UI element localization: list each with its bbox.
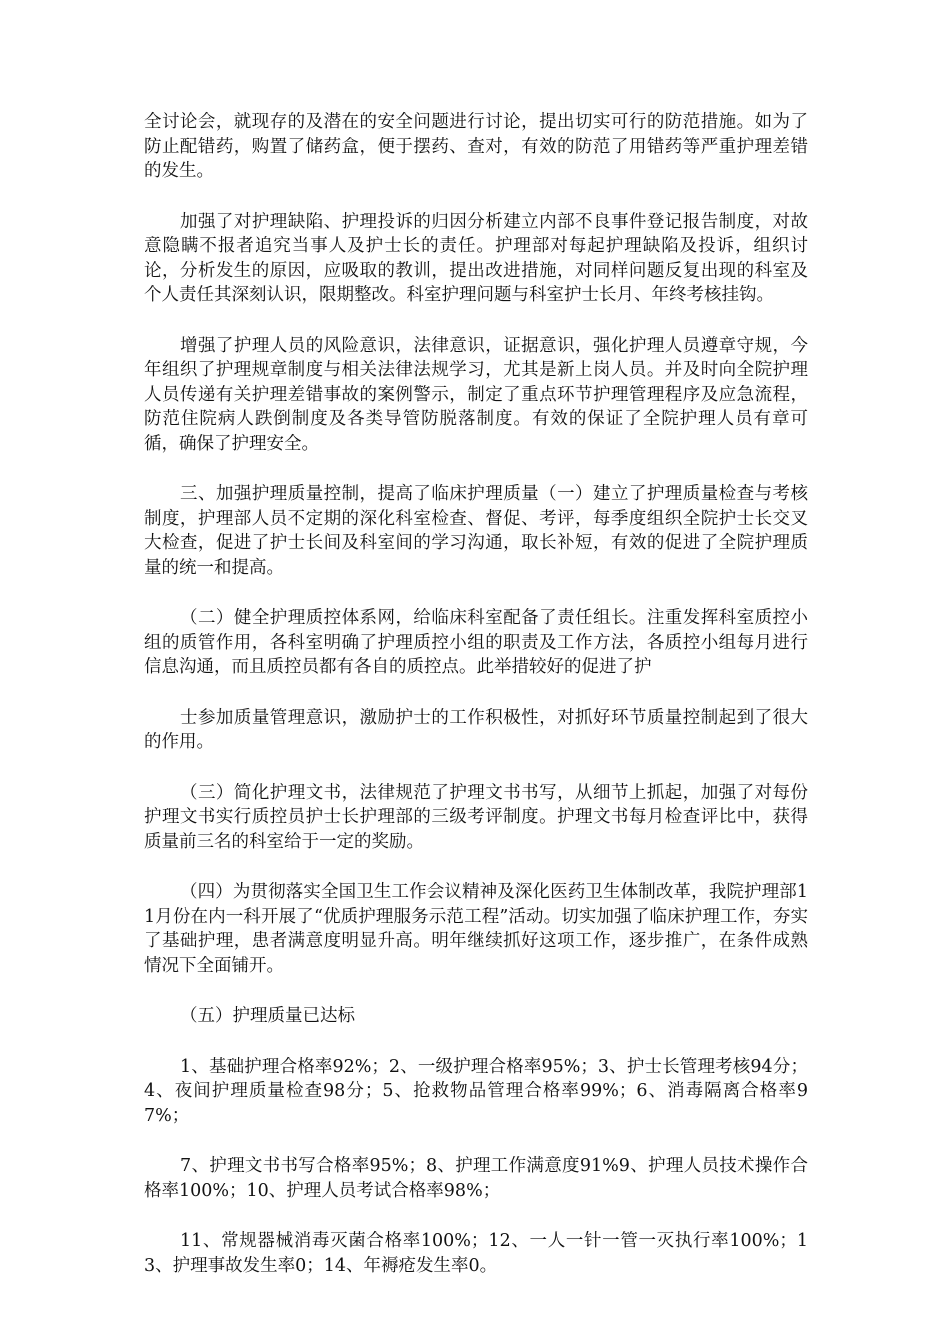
document-page [144,110,808,1304]
paragraph-2: 加强了对护理缺陷、护理投诉的归因分析建立内部不良事件登记报告制度，对故意隐瞒不报者追究当事人及护士长的责任。护理部对每起护理缺陷及投诉，组织讨论，分析发生的原因，应吸取的教训，提出改进措施，对同样问题反复出现的科室及个人责任其深刻认识，限期整改。科室护理问题与科室护士长月、年终考核挂钩。 [144,211,808,305]
section-heading-5: （五）护理质量已达标 [180,1006,355,1026]
metrics-paragraph-2: 7、护理文书书写合格率95%；8、护理工作满意度91%9、护理人员技术操作合格率100%；10、护理人员考试合格率98%； [144,1156,808,1201]
paragraph-6: 士参加质量管理意识，激励护士的工作积极性，对抓好环节质量控制起到了很大的作用。 [144,707,808,752]
paragraph-8: （四）为贯彻落实全国卫生工作会议精神及深化医药卫生体制改革，我院护理部11月份在内一科开展了“优质护理服务示范工程”活动。切实加强了临床护理工作，夯实了基础护理，患者满意度明显升高。明年继续抓好这项工作，逐步推广，在条件成熟情况下全面铺开。 [144,882,808,976]
paragraph-5: （二）健全护理质控体系网，给临床科室配备了责任组长。注重发挥科室质控小组的质管作用，各科室明确了护理质控小组的职责及工作方法，各质控小组每月进行信息沟通，而且质控员都有各自的质控点。此举措较好的促进了护 [144,608,808,677]
metrics-paragraph-1: 1、基础护理合格率92%；2、一级护理合格率95%；3、护士长管理考核94分；4、夜间护理质量检查98分；5、抢救物品管理合格率99%；6、消毒隔离合格率97%； [144,1056,808,1126]
paragraph-7: （三）简化护理文书，法律规范了护理文书书写，从细节上抓起，加强了对每份护理文书实行质控员护士长护理部的三级考评制度。护理文书每月检查评比中，获得质量前三名的科室给于一定的奖励。 [144,782,808,852]
paragraph-1: 全讨论会，就现存的及潜在的安全问题进行讨论，提出切实可行的防范措施。如为了防止配错药，购置了储药盒，便于摆药、查对，有效的防范了用错药等严重护理差错的发生。 [144,112,808,181]
metrics-paragraph-3: 11、常规器械消毒灭菌合格率100%；12、一人一针一管一灭执行率100%；13、护理事故发生率0；14、年褥疮发生率0。 [144,1231,808,1276]
paragraph-4: 三、加强护理质量控制，提高了临床护理质量（一）建立了护理质量检查与考核制度，护理部人员不定期的深化科室检查、督促、考评，每季度组织全院护士长交叉大检查，促进了护士长间及科室间的学习沟通，取长补短，有效的促进了全院护理质量的统一和提高。 [144,484,808,578]
paragraph-3: 增强了护理人员的风险意识，法律意识，证据意识，强化护理人员遵章守规，今年组织了护理规章制度与相关法律法规学习，尤其是新上岗人员。并及时向全院护理人员传递有关护理差错事故的案例警示，制定了重点环节护理管理程序及应急流程，防范住院病人跌倒制度及各类导管防脱落制度。有效的保证了全院护理人员有章可循，确保了护理安全。 [144,335,808,454]
